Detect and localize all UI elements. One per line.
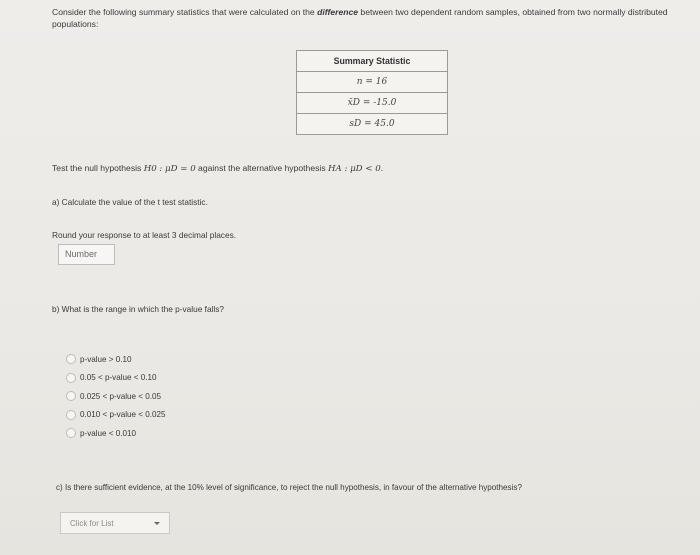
table-row-n: n = 16	[297, 72, 447, 93]
option-label: p-value < 0.010	[80, 428, 137, 438]
radio-button[interactable]	[66, 410, 76, 420]
p-value-option[interactable]	[66, 350, 166, 369]
alternative-hypothesis: HA : μD < 0	[328, 164, 381, 174]
intro-text-start: Consider the following summary statistics that were calculated on the	[52, 7, 318, 17]
p-value-option[interactable]	[66, 406, 166, 425]
null-hypothesis: H0 : μD = 0	[143, 164, 196, 174]
option-label: 0.025 < p-value < 0.05	[80, 391, 162, 401]
rounding-instruction: Round your response to at least 3 decimal places.	[52, 230, 237, 240]
radio-button[interactable]	[66, 428, 76, 438]
dropdown-value: Click for List	[70, 519, 114, 528]
question-intro	[52, 6, 682, 30]
table-row-sd: sD = 45.0	[349, 119, 395, 129]
p-value-option[interactable]	[66, 387, 166, 406]
hypothesis-statement	[52, 163, 383, 174]
radio-button[interactable]	[66, 354, 76, 364]
p-value-options	[66, 350, 166, 443]
hypothesis-suffix: .	[380, 163, 384, 173]
radio-button[interactable]	[66, 391, 76, 401]
table-row-mean: x̄D = -15.0	[297, 93, 447, 114]
intro-emphasis: difference	[317, 7, 359, 17]
part-b-question: b) What is the range in which the p-value falls?	[52, 304, 225, 314]
conclusion-dropdown[interactable]	[60, 512, 170, 534]
summary-statistic-table	[296, 50, 448, 135]
p-value-option[interactable]	[66, 424, 166, 443]
p-value-option[interactable]	[66, 369, 166, 388]
hypothesis-middle: against the alternative hypothesis	[195, 163, 329, 173]
radio-button[interactable]	[66, 373, 76, 383]
intro-text-end: between two dependent random samples, obtained from two normally distributed populations:	[52, 7, 668, 29]
t-statistic-input[interactable]: Number	[58, 244, 115, 265]
option-label: 0.05 < p-value < 0.10	[80, 373, 157, 383]
option-label: 0.010 < p-value < 0.025	[80, 410, 166, 420]
part-c-question: c) Is there sufficient evidence, at the 10% level of significance, to reject the null hypothesis, in favour of the alternative hypothesis?	[56, 483, 522, 492]
hypothesis-prefix: Test the null hypothesis	[52, 163, 144, 173]
chevron-down-icon	[154, 522, 160, 525]
part-a-question: a) Calculate the value of the t test statistic.	[52, 197, 208, 207]
table-header: Summary Statistic	[297, 51, 447, 72]
option-label: p-value > 0.10	[80, 354, 132, 364]
